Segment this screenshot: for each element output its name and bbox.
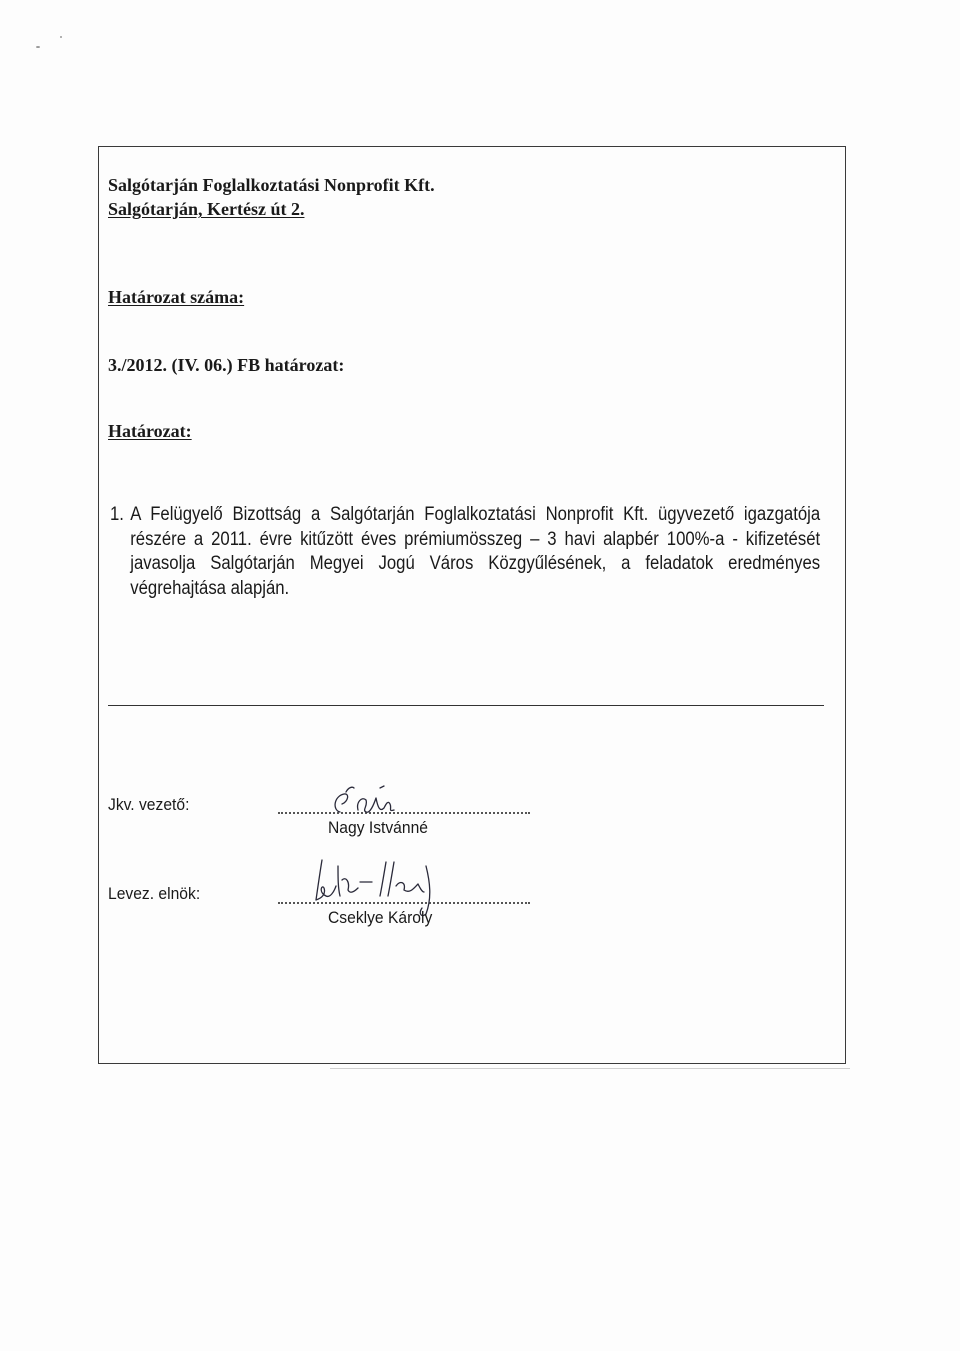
signature-handwriting-1	[318, 782, 428, 822]
company-name: Salgótarján Foglalkoztatási Nonprofit Kft.	[108, 175, 435, 195]
signature-name-minutes-keeper: Nagy Istvánné	[328, 818, 428, 837]
scan-speck	[36, 46, 40, 48]
resolution-label: Határozat:	[108, 421, 192, 441]
resolution-item	[110, 503, 821, 601]
company-address: Salgótarján, Kertész út 2.	[108, 199, 305, 219]
resolution-number-value: 3./2012. (IV. 06.) FB határozat:	[108, 355, 345, 375]
document-frame	[98, 146, 846, 1064]
scan-edge-shadow	[330, 1068, 850, 1069]
resolution-number-label: Határozat száma:	[108, 287, 245, 307]
signature-role-minutes-keeper: Jkv. vezető:	[108, 795, 190, 814]
signature-role-chairman: Levez. elnök:	[108, 884, 201, 903]
resolution-item-text: A Felügyelő Bizottság a Salgótarján Foglalkoztatási Nonprofit Kft. ügyvezető igazgatója részére a 2011. évre kitűzött éves prémiumösszeg – 3 havi alapbér 100%-a - kifizetését javasolja Salgótarján Megyei Jogú Város Közgyűlésének, a feladatok eredményes végrehajtása alapján.	[130, 504, 821, 599]
section-divider	[108, 705, 824, 706]
resolution-item-number: 1.	[110, 504, 124, 525]
signature-name-chairman: Cseklye Károly	[328, 908, 433, 927]
scan-speck	[60, 36, 62, 38]
